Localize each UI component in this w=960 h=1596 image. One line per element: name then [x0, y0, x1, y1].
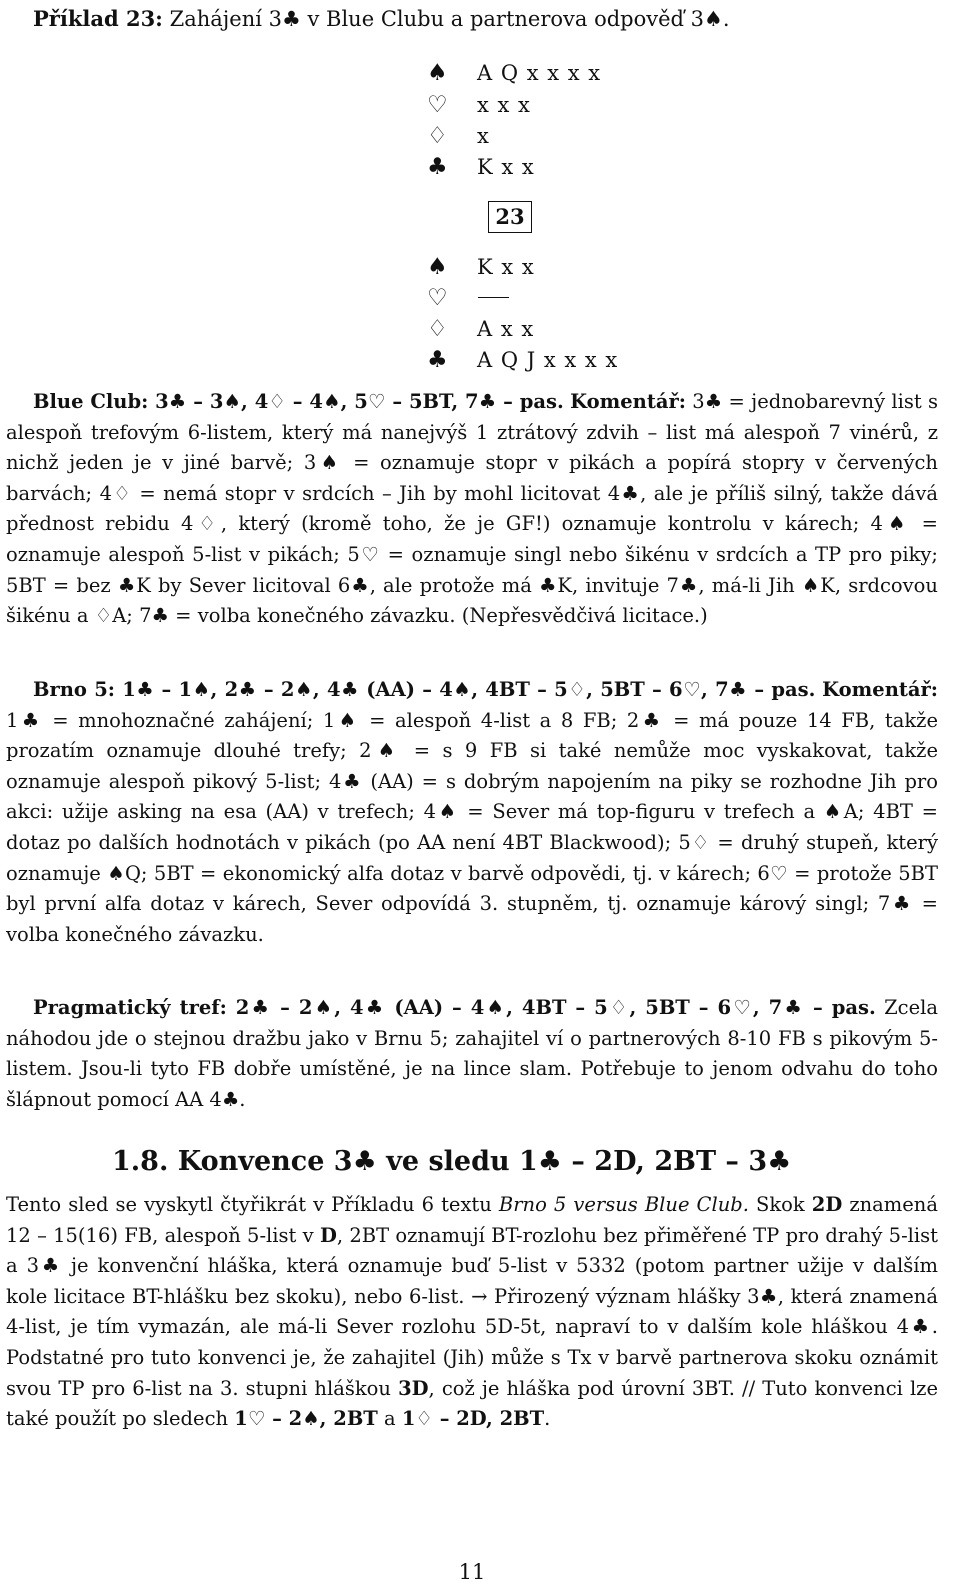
brno5-sequence: Brno 5: 1♣ – 1♠, 2♣ – 2♠, 4♣ (AA) – 4♠, 4BT – 5♢, 5BT – 6♡, 7♣ – pas.	[33, 678, 816, 701]
diamond-icon: ♢	[427, 123, 448, 149]
south-clubs-row	[427, 345, 727, 375]
north-clubs-holding: K x x	[477, 155, 535, 179]
north-hearts-row	[427, 90, 727, 120]
example-title-line	[33, 2, 933, 36]
south-spades-row	[427, 252, 727, 282]
north-diamonds-row	[427, 121, 727, 151]
north-clubs-row	[427, 152, 727, 182]
convention-text: a	[377, 1407, 402, 1431]
spade-icon: ♠	[427, 254, 448, 280]
convention-text: , 2BT oznamují BT-rozlohu bez přiměřené TP pro drahý 5-list a 3♣ je konvenční hláška, která oznamuje buď 5-list v 5332 (potom partner užije v dalším kole licitace BT-hlášku bez skoku), nebo 6-list. → Přirozený význam hlášky 3♣, která znamená 4-list, je tím vymazán, ale má-li Sever rozlohu 5D-5t, napraví to v dalším kole hláškou 4♣. Podstatné pro tuto konvenci je, že zahajitel (Jih) může s Tx v barvě partnerova skoku oznámit svou TP pro 6-list na 3. stupni hláškou	[6, 1223, 938, 1400]
south-diamonds-row	[427, 314, 727, 344]
convention-text: Skok	[748, 1193, 812, 1216]
page-number: 11	[458, 1560, 486, 1584]
north-spades-holding: A Q x x x x	[477, 61, 602, 85]
club-icon: ♣	[427, 154, 448, 180]
convention-text: Tento sled se vyskytl čtyřikrát v Příkladu 6 textu	[6, 1193, 499, 1216]
south-spades-holding: K x x	[477, 255, 535, 279]
convention-text: .	[544, 1407, 551, 1431]
south-hearts-void	[477, 283, 499, 313]
blue-club-comment: 3♣ = jednobarevný list s alespoň trefovým 6-listem, který má nanejvýš 1 ztrátový zdvih – list má alespoň 7 vinérů, z nichž jeden je v jiné barvě; 3♠ = oznamuje stopr v pikách a popírá stopry v červených barvách; 4♢ = nemá stopr v srdcích – Jih by mohl licitovat 4♣, ale je příliš silný, takže dává přednost rebidu 4♢, který (kromě toho, že je GF!) oznamuje kontrolu v kárech; 4♠ = oznamuje alespoň 5-list v pikách; 5♡ = oznamuje singl nebo šikénu v srdcích a TP pro piky; 5BT = bez ♣K by Sever licitoval 6♣, ale protože má ♣K, invituje 7♣, má-li Jih ♠K, srdcovou šikénu a ♢A; 7♣ = volba konečného závazku. (Nepřesvědčivá licitace.)	[6, 390, 938, 628]
diamond-icon: ♢	[427, 316, 448, 342]
example-subtitle: Zahájení 3♣ v Blue Clubu a partnerova odpověď 3♠.	[169, 7, 730, 31]
bid-2d: 2D	[811, 1193, 843, 1216]
convention-text: , což je hláška pod úrovní 3BT. // Tuto konvenci lze také použít po sledech	[6, 1376, 938, 1431]
suit-d: D	[319, 1223, 337, 1247]
north-hearts-holding: x x x	[477, 93, 531, 117]
section-heading: 1.8. Konvence 3♣ ve sledu 1♣ – 2D, 2BT – 3♣	[112, 1146, 792, 1177]
sequence-a: 1♡ – 2♠, 2BT	[234, 1407, 378, 1431]
north-spades-row	[427, 58, 727, 88]
north-diamonds-holding: x	[477, 124, 490, 148]
pragmatic-paragraph	[6, 993, 938, 1115]
example-label: Příklad 23:	[33, 6, 163, 31]
source-reference: Brno 5 versus Blue Club.	[498, 1193, 749, 1216]
brno5-paragraph	[6, 675, 938, 950]
convention-paragraph	[6, 1190, 938, 1435]
club-icon: ♣	[427, 347, 448, 373]
comment-label: Komentář:	[822, 678, 938, 701]
deal-number-box: 23	[488, 201, 532, 233]
south-diamonds-holding: A x x	[477, 317, 535, 341]
comment-label: Komentář:	[570, 390, 686, 413]
south-clubs-holding: A Q J x x x x	[477, 348, 619, 372]
blue-club-sequence: Blue Club: 3♣ – 3♠, 4♢ – 4♠, 5♡ – 5BT, 7♣ – pas.	[33, 390, 564, 413]
brno5-comment: 1♣ = mnohoznačné zahájení; 1♠ = alespoň 4-list a 8 FB; 2♣ = má pouze 14 FB, takže prozatím oznamuje dlouhé trefy; 2♠ = s 9 FB si také nemůže moc vyskakovat, takže oznamuje alespoň pikový 5-list; 4♣ (AA) = s dobrým napojením na piky se rozhodne Jih pro akci: užije asking na esa (AA) v trefech; 4♠ = Sever má top-figuru v trefech a ♠A; 4BT = dotaz po dalších hodnotách v pikách (po AA není 4BT Blackwood); 5♢ = druhý stupeň, který oznamuje ♠Q; 5BT = ekonomický alfa dotaz v barvě odpovědi, tj. v kárech; 6♡ = protože 5BT byl první alfa dotaz v kárech, Sever odpovídá 3. stupněm, tj. oznamuje kárový singl; 7♣ = volba konečného závazku.	[6, 708, 938, 946]
void-dash	[478, 297, 509, 298]
heart-icon: ♡	[427, 92, 448, 118]
bid-3d: 3D	[398, 1376, 429, 1400]
spade-icon: ♠	[427, 60, 448, 86]
pragmatic-sequence: Pragmatický tref: 2♣ – 2♠, 4♣ (AA) – 4♠, 4BT – 5♢, 5BT – 6♡, 7♣ – pas.	[33, 996, 876, 1019]
pragmatic-comment: Zcela náhodou jde o stejnou dražbu jako v Brnu 5; zahajitel ví o partnerových 8-10 FB s pikovým 5-listem. Jsou-li tyto FB dobře umístěné, je na lince slam. Potřebuje to jenom odvahu do toho šlápnout pomocí AA 4♣.	[6, 996, 938, 1111]
blue-club-paragraph	[6, 387, 938, 632]
convention-text: znamená 12 – 15(16) FB, alespoň 5-list v	[6, 1193, 938, 1247]
south-hearts-row	[427, 283, 727, 313]
heart-icon: ♡	[427, 285, 448, 311]
sequence-b: 1♢ – 2D, 2BT	[401, 1407, 545, 1431]
